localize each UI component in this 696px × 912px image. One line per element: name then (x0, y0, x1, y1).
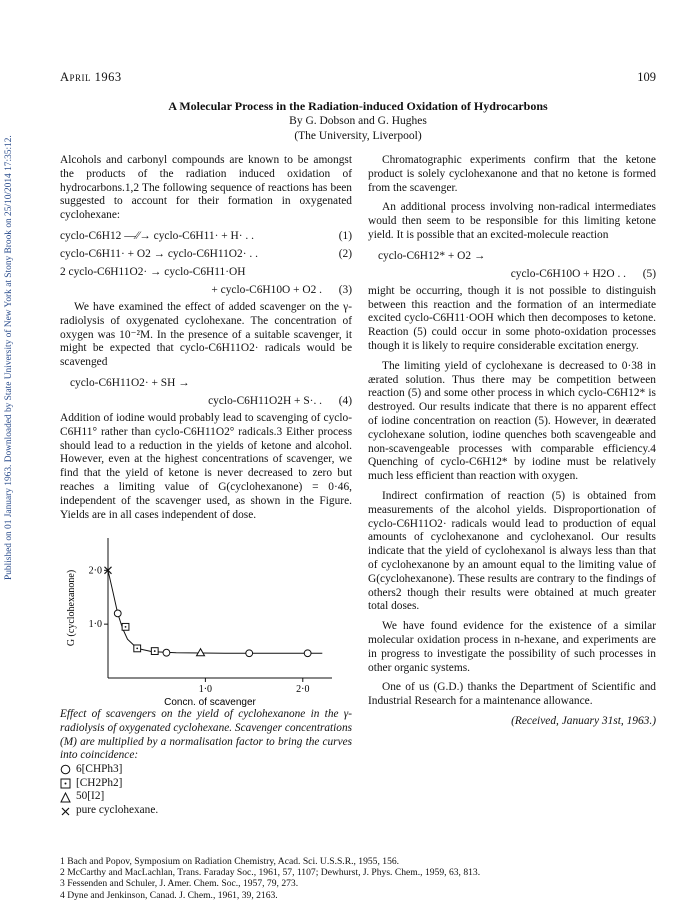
equation-number: (3) (338, 283, 352, 296)
running-head (60, 70, 656, 86)
equation-text: cyclo-C6H10O + H2O . . (510, 267, 626, 280)
equation-text: + cyclo-C6H10O + O2 . (211, 283, 322, 296)
y-axis-label: G (cyclohexanone) (66, 570, 77, 647)
equation-2 (60, 247, 352, 262)
paragraph: Alcohols and carbonyl compounds are known to be amongst the products of the radiation induced oxidation of hydrocarbons.1,2 The following sequence of reactions has been suggested to account for their formation in oxygenated cyclohexane: (60, 154, 352, 222)
legend-item (60, 804, 352, 818)
square-dot-marker-icon (60, 778, 71, 789)
equation-1 (60, 229, 352, 244)
paragraph: Chromatographic experiments confirm that the ketone product is solely cyclohexanone and that no ketone is formed from the scavenger. (368, 154, 656, 194)
equation-text: cyclo-C6H12* + O2 → (378, 249, 486, 262)
data-point-circle (114, 610, 121, 617)
scavenger-chart (60, 528, 352, 708)
equation-3a (60, 265, 352, 280)
download-watermark-text: Published on 01 January 1963. Downloaded by State University of New York at Stony Brook on 25/10/2014 17:35:12. (4, 135, 14, 580)
legend-item (60, 777, 352, 791)
data-point-square-dot-dot (136, 648, 138, 650)
fitted-curve (108, 571, 322, 654)
paragraph: might be occurring, though it is not possible to distinguish between this reaction and the formation of an intermediate excited cyclo-C6H11·OOH which then decomposes to ketone. Reaction (5) could occur in some photo-oxidation processes though it is likely to require considerable excitation energy. (368, 284, 656, 352)
data-point-circle (304, 650, 311, 657)
legend-label: 6[CHPh3] (76, 762, 123, 775)
equation-5a (368, 249, 656, 264)
footnote: 3 Fessenden and Schuler, J. Amer. Chem. Soc., 1957, 79, 273. (60, 878, 299, 890)
paragraph: We have examined the effect of added scavenger on the γ-radiolysis of oxygenated cyclohexane. The concentration of oxygen was 10⁻²M. In the presence of a suitable scavenger, it might be expected that cyclo-C6H11O2· radicals would be scavenged (60, 300, 352, 369)
footnote: 2 McCarthy and MacLachlan, Trans. Faraday Soc., 1961, 57, 1107; Dewhurst, J. Phys. Chem., 1959, 63, 813. (60, 867, 481, 879)
equation-text: cyclo-C6H12 —⁄⁄→ cyclo-C6H11· + H· . . (60, 229, 254, 242)
equation-number: (2) (338, 247, 352, 260)
legend-item (60, 763, 352, 777)
legend-label: pure cyclohexane. (76, 804, 159, 817)
page-number: 109 (637, 70, 656, 84)
x-tick-label: 1·0 (198, 684, 213, 696)
left-column (60, 154, 352, 818)
footnotes (60, 856, 656, 901)
circle-marker-icon (60, 764, 71, 775)
data-point-square-dot-dot (125, 626, 127, 628)
equation-4a (60, 376, 352, 391)
equation-4b (60, 394, 352, 409)
paragraph: We have found evidence for the existence of a similar molecular oxidation process in n-hexane, and experiments are in progress to investigate the possibility of such processes in other organic systems. (368, 620, 656, 674)
data-point-square-dot-dot (154, 651, 156, 653)
equation-number: (4) (338, 394, 352, 407)
equation-3b (60, 283, 352, 298)
data-point-triangle (197, 649, 205, 656)
y-tick-label: 1·0 (88, 619, 102, 631)
footnote: 1 Bach and Popov, Symposium on Radiation Chemistry, Acad. Sci. U.S.S.R., 1955, 156. (60, 856, 400, 867)
received-date: (Received, January 31st, 1963.) (511, 714, 656, 727)
x-tick-label: 2·0 (296, 684, 310, 696)
figure-legend (60, 763, 352, 818)
equation-5b (368, 267, 656, 282)
paragraph: Indirect confirmation of reaction (5) is obtained from measurements of the alcohol yields. Disproportionation of cyclo-C6H11O2· radicals would lead to production of equal amounts of cyclohexanone and cyclohexanol. Our results indicate that the yield of cyclohexanol is always less than that of cyclohexanone by an amount equal to the limiting value of G(cyclohexanone). These results are contrary to the findings of others2 though their results were obtained at much greater total doses. (368, 489, 656, 613)
paragraph: An additional process involving non-radical intermediates would then seem to be responsible for this limiting ketone yield. It is possible that an excited-molecule reaction (368, 201, 656, 241)
equation-text: cyclo-C6H11O2· + SH → (70, 376, 190, 389)
figure (60, 528, 352, 708)
figure-caption: Effect of scavengers on the yield of cyclohexanone in the γ-radiolysis of oxygenated cyclohexane. Scavenger concentrations (M) are multiplied by a normalisation factor to bring the curves into coincidence: (60, 708, 352, 762)
legend-label: [CH2Ph2] (76, 776, 123, 789)
paragraph: The limiting yield of cyclohexane is decreased to 0·38 in ærated solution. Thus there may be competition between reaction (5) and some other process in which cyclo-C6H12* is destroyed. Our results indicate that there is no apparent effect of iodine concentration on reaction (5). However, in deærated cyclohexane solution, iodine quenches both scavengeable and non-scavengeable processes with comparable efficiency.4 Quenching of cyclo-C6H12* by iodine must be relatively much less efficient than reaction with oxygen. (368, 359, 656, 483)
data-point-circle (246, 650, 253, 657)
equation-text: cyclo-C6H11O2H + S·. . (208, 394, 322, 407)
right-column (368, 154, 656, 729)
article-header (60, 99, 656, 144)
x-axis-label: Concn. of scavenger (164, 697, 256, 709)
equation-text: 2 cyclo-C6H11O2· → cyclo-C6H11·OH (60, 265, 246, 278)
journal-date: April 1963 (60, 70, 122, 84)
y-tick-label: 2·0 (88, 565, 102, 577)
acknowledgement: One of us (G.D.) thanks the Department of Scientific and Industrial Research for a maintenance allowance. (368, 681, 656, 708)
cross-marker-icon (60, 806, 71, 817)
equation-text: cyclo-C6H11· + O2 → cyclo-C6H11O2· . . (60, 247, 258, 260)
data-point-circle (163, 650, 170, 657)
legend-label: 50[I2] (76, 790, 105, 803)
article-title: A Molecular Process in the Radiation-induced Oxidation of Hydrocarbons (168, 99, 548, 113)
article-authors: By G. Dobson and G. Hughes (289, 115, 427, 127)
equation-number: (1) (338, 229, 352, 242)
paragraph: Addition of iodine would probably lead to scavenging of cyclo-C6H11° rather than cyclo-C6H11O2° radicals.3 Either process should lead to a reduction in the yields of ketone and alcohol. However, even at the highest concentrations of scavenger, we find that the yield of ketone is never decreased to zero but reaches a limiting value of G(cyclohexanone) = 0·46, independent of the scavenger used, as shown in the Figure. Yields are in all cases independent of dose. (60, 411, 352, 521)
footnote: 4 Dyne and Jenkinson, Canad. J. Chem., 1961, 39, 2163. (60, 889, 278, 901)
legend-item (60, 790, 352, 804)
equation-number: (5) (642, 267, 656, 280)
triangle-marker-icon (60, 792, 71, 803)
download-watermark (4, 60, 18, 580)
article-affiliation: (The University, Liverpool) (294, 130, 422, 142)
